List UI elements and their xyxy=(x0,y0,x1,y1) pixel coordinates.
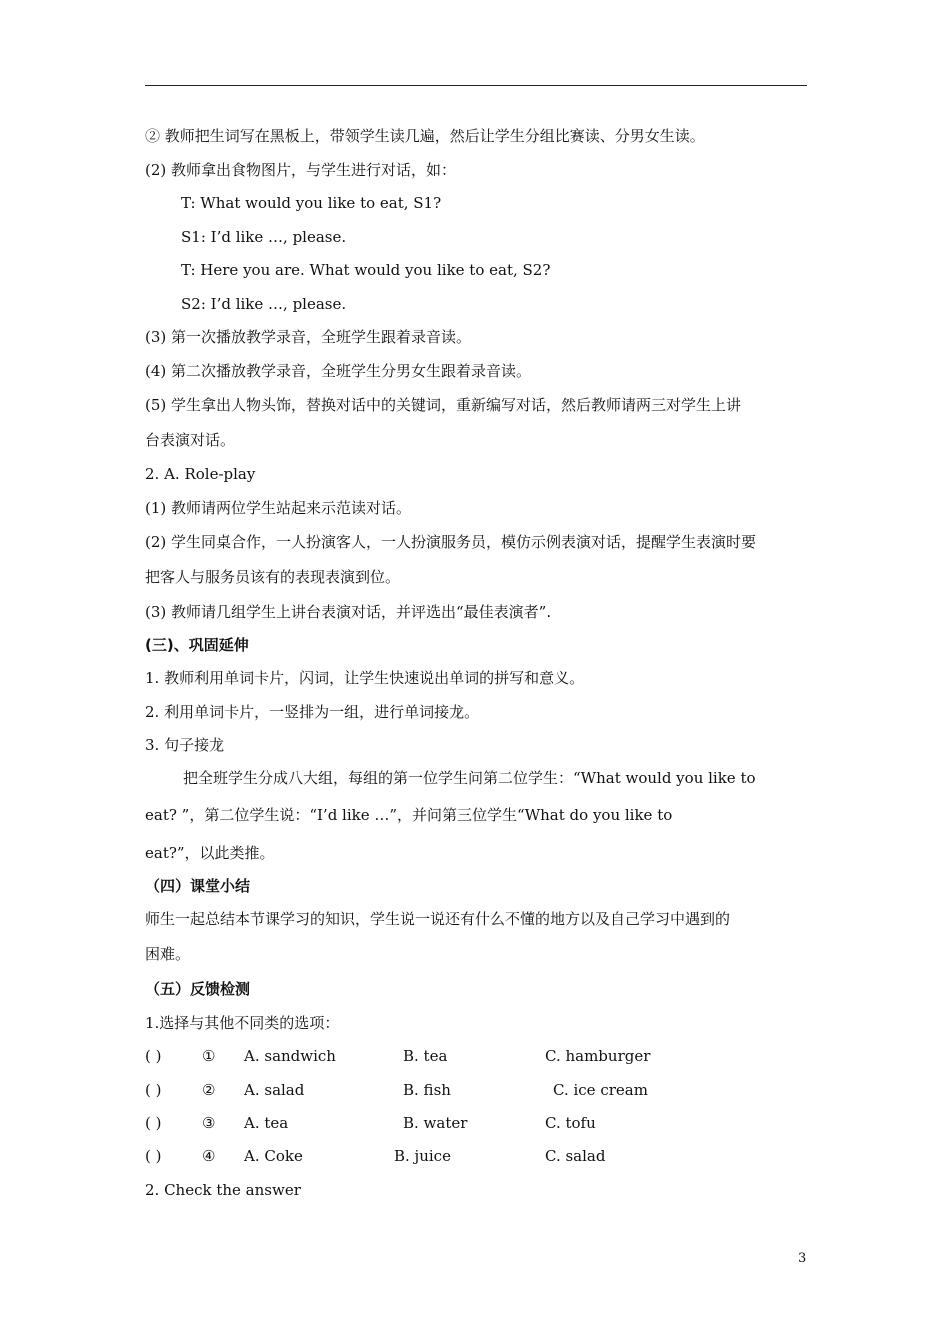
text-line: 把全班学生分成八大组，每组的第一位学生问第二位学生：“What would you like to xyxy=(183,769,756,787)
dialogue-line: S1: I’d like …, please. xyxy=(181,228,347,246)
question-row xyxy=(145,1046,807,1066)
option-a: A. Coke xyxy=(244,1147,303,1165)
section-heading: （五）反馈检测 xyxy=(145,980,251,998)
option-b: B. fish xyxy=(403,1081,451,1099)
question-row xyxy=(145,1146,807,1166)
question-number: ② xyxy=(202,1081,216,1099)
text-line: eat? ”，第二位学生说：“I’d like …”，并问第三位学生“What do you like to xyxy=(145,806,673,824)
text-line: eat?”，以此类推。 xyxy=(145,844,275,862)
option-c: C. ice cream xyxy=(553,1081,648,1099)
option-a: A. sandwich xyxy=(244,1047,336,1065)
text-line: (5) 学生拿出人物头饰，替换对话中的关键词，重新编写对话，然后教师请两三对学生上讲 xyxy=(145,396,742,414)
option-a: A. tea xyxy=(244,1114,289,1132)
question-row xyxy=(145,1080,807,1100)
dialogue-line: T: Here you are. What would you like to eat, S2? xyxy=(181,261,551,279)
answer-blank: ( ) xyxy=(145,1147,162,1165)
text-line: (2) 教师拿出食物图片，与学生进行对话，如： xyxy=(145,161,457,179)
text-line: 1.选择与其他不同类的选项： xyxy=(145,1014,340,1032)
option-b: B. juice xyxy=(394,1147,451,1165)
question-number: ③ xyxy=(202,1114,216,1132)
answer-blank: ( ) xyxy=(145,1081,162,1099)
text-line: 师生一起总结本节课学习的知识，学生说一说还有什么不懂的地方以及自己学习中遇到的 xyxy=(145,910,731,928)
text-line: 2. A. Role-play xyxy=(145,465,256,483)
option-c: C. tofu xyxy=(545,1114,596,1132)
text-line: 2. 利用单词卡片，一竖排为一组，进行单词接龙。 xyxy=(145,703,480,721)
option-a: A. salad xyxy=(244,1081,305,1099)
header-rule xyxy=(145,85,807,86)
option-c: C. hamburger xyxy=(545,1047,651,1065)
text-line: ② 教师把生词写在黑板上，带领学生读几遍，然后让学生分组比赛读、分男女生读。 xyxy=(145,127,705,145)
answer-blank: ( ) xyxy=(145,1114,162,1132)
text-line: (1) 教师请两位学生站起来示范读对话。 xyxy=(145,499,412,517)
text-line: 2. Check the answer xyxy=(145,1181,301,1199)
text-line: 1. 教师利用单词卡片，闪词，让学生快速说出单词的拼写和意义。 xyxy=(145,669,585,687)
text-line: (2) 学生同桌合作，一人扮演客人，一人扮演服务员，模仿示例表演对话，提醒学生表演时要 xyxy=(145,533,757,551)
question-number: ④ xyxy=(202,1147,216,1165)
text-line: (3) 教师请几组学生上讲台表演对话，并评选出“最佳表演者”. xyxy=(145,603,552,621)
text-line: 3. 句子接龙 xyxy=(145,736,225,754)
text-line: (3) 第一次播放教学录音，全班学生跟着录音读。 xyxy=(145,328,472,346)
answer-blank: ( ) xyxy=(145,1047,162,1065)
option-b: B. tea xyxy=(403,1047,448,1065)
dialogue-line: T: What would you like to eat, S1? xyxy=(181,194,442,212)
section-heading: （四）课堂小结 xyxy=(145,877,251,895)
section-heading: (三)、巩固延伸 xyxy=(145,636,249,654)
text-line: (4) 第二次播放教学录音，全班学生分男女生跟着录音读。 xyxy=(145,362,532,380)
text-line: 把客人与服务员该有的表现表演到位。 xyxy=(145,568,401,586)
text-line: 台表演对话。 xyxy=(145,431,236,449)
question-number: ① xyxy=(202,1047,216,1065)
text-line: 困难。 xyxy=(145,945,191,963)
option-c: C. salad xyxy=(545,1147,606,1165)
option-b: B. water xyxy=(403,1114,468,1132)
question-row xyxy=(145,1113,807,1133)
page-number: 3 xyxy=(798,1251,807,1266)
dialogue-line: S2: I’d like …, please. xyxy=(181,295,347,313)
